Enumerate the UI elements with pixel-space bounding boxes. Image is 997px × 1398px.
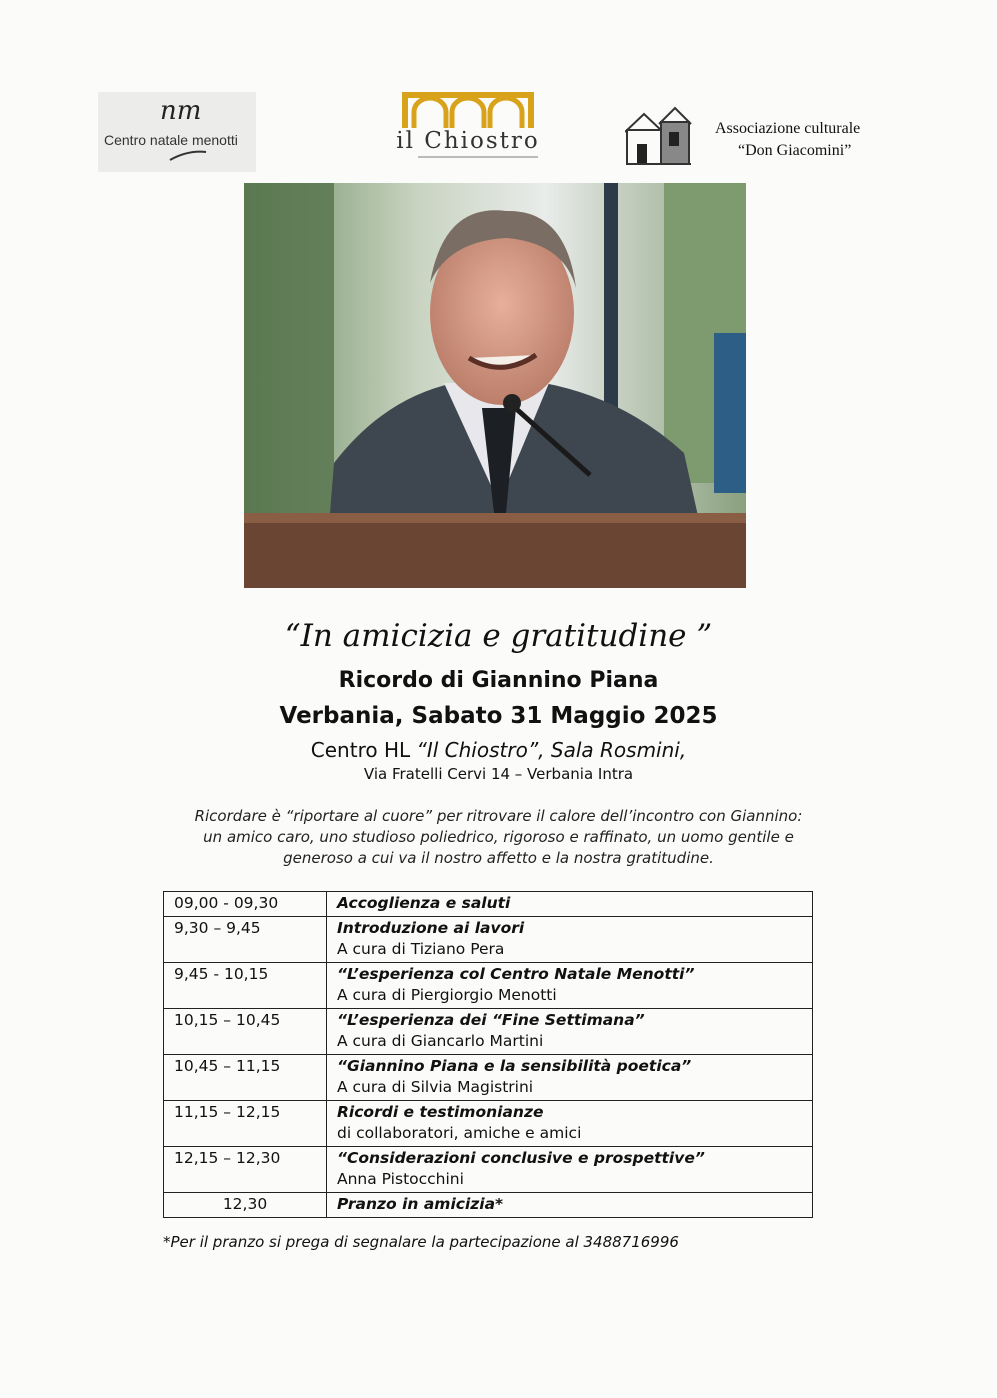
program-table [163, 891, 813, 1218]
event-subtitle: Ricordo di Giannino Piana [338, 668, 659, 693]
program-item [327, 1193, 813, 1218]
assoc-logo-line1: Associazione culturale [715, 120, 861, 137]
program-time: 09,00 - 09,30 [164, 892, 327, 917]
program-time: 12,30 [164, 1193, 327, 1218]
portrait-photo [244, 183, 746, 588]
program-item-title: “Considerazioni conclusive e prospettive” [337, 1149, 705, 1167]
menotti-logo-text: Centro natale menotti [104, 132, 238, 148]
table-row [164, 1147, 813, 1193]
event-address: Via Fratelli Cervi 14 – Verbania Intra [363, 765, 634, 783]
menotti-logo-mark: nm [160, 96, 202, 126]
il-chiostro-logo [378, 92, 558, 162]
table-row [164, 1009, 813, 1055]
program-item-speaker: Anna Pistocchini [337, 1170, 464, 1188]
program-time: 12,15 – 12,30 [164, 1147, 327, 1193]
lunch-footnote: *Per il pranzo si prega di segnalare la partecipazione al 3488716996 [163, 1233, 679, 1251]
program-time: 10,45 – 11,15 [164, 1055, 327, 1101]
menotti-swoosh-icon [168, 148, 208, 162]
program-item-title: “L’esperienza dei “Fine Settimana” [337, 1011, 645, 1029]
intro-line: un amico caro, uno studioso poliedrico, rigoroso e raffinato, un uomo gentile e [203, 828, 794, 846]
program-item [327, 1009, 813, 1055]
program-item-speaker: di collaboratori, amiche e amici [337, 1124, 582, 1142]
assoc-logo-line2: “Don Giacomini” [738, 142, 852, 159]
program-item-speaker: A cura di Giancarlo Martini [337, 1032, 544, 1050]
program-item-title: “Giannino Piana e la sensibilità poetica” [337, 1057, 692, 1075]
table-row [164, 917, 813, 963]
program-item [327, 892, 813, 917]
program-item-speaker: A cura di Tiziano Pera [337, 940, 505, 958]
program-time: 9,30 – 9,45 [164, 917, 327, 963]
program-item-speaker: A cura di Silvia Magistrini [337, 1078, 534, 1096]
program-item [327, 1055, 813, 1101]
program-item [327, 1147, 813, 1193]
program-time: 11,15 – 12,15 [164, 1101, 327, 1147]
program-time: 9,45 - 10,15 [164, 963, 327, 1009]
chiostro-logo-text: il Chiostro [396, 128, 540, 154]
program-item-title: Introduzione ai lavori [337, 919, 525, 937]
intro-line: Ricordare è “riportare al cuore” per ritrovare il calore dell’incontro con Giannino: [194, 807, 803, 825]
event-title: “In amicizia e gratitudine ” [284, 618, 713, 654]
program-item-title: Pranzo in amicizia* [337, 1195, 504, 1213]
church-icon [625, 102, 695, 168]
associazione-don-giacomini-logo [625, 102, 900, 172]
venue-name: “Il Chiostro”, Sala Rosmini, [416, 738, 687, 762]
intro-paragraph [110, 806, 887, 869]
venue-prefix: Centro HL [310, 738, 417, 762]
centro-natale-menotti-logo [98, 92, 256, 172]
program-item [327, 1101, 813, 1147]
program-item-speaker: A cura di Piergiorgio Menotti [337, 986, 557, 1004]
table-row [164, 963, 813, 1009]
event-date-line: Verbania, Sabato 31 Maggio 2025 [279, 703, 718, 729]
program-item-title: Accoglienza e saluti [337, 894, 511, 912]
table-row [164, 892, 813, 917]
program-item [327, 963, 813, 1009]
arches-icon [402, 92, 534, 128]
program-item-title: Ricordi e testimonianze [337, 1103, 544, 1121]
chiostro-logo-underline [418, 156, 538, 158]
table-row [164, 1193, 813, 1218]
table-row [164, 1101, 813, 1147]
program-time: 10,15 – 10,45 [164, 1009, 327, 1055]
table-row [164, 1055, 813, 1101]
program-item [327, 917, 813, 963]
program-item-title: “L’esperienza col Centro Natale Menotti” [337, 965, 695, 983]
event-venue [0, 738, 997, 762]
intro-line: generoso a cui va il nostro affetto e la nostra gratitudine. [283, 849, 714, 867]
